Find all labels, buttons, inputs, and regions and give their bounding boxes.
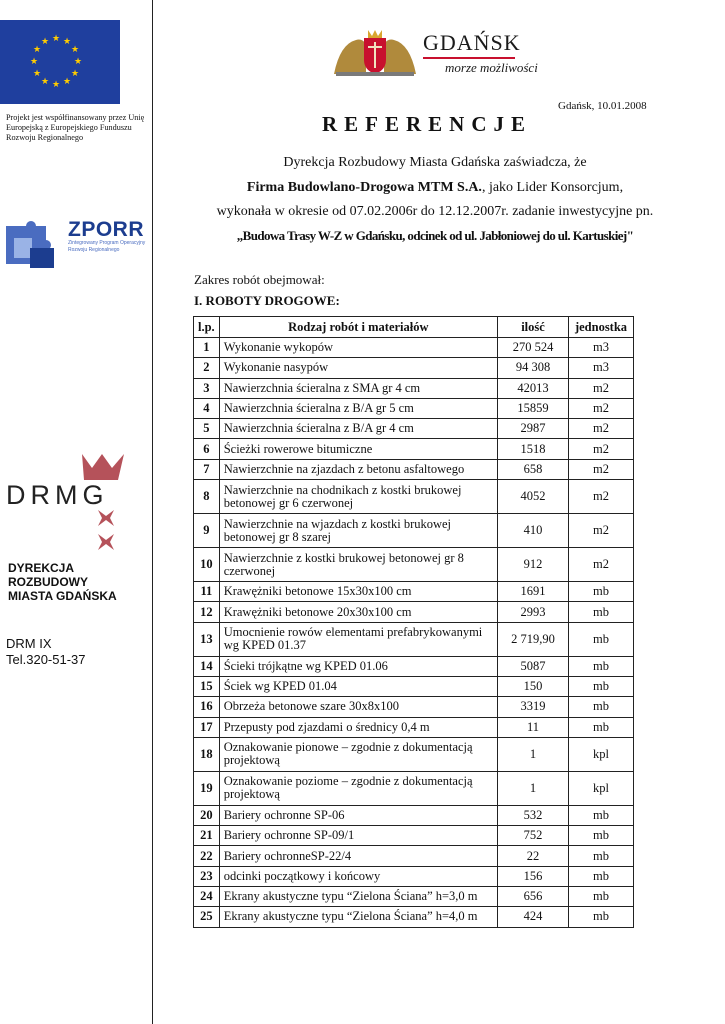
company-line	[170, 180, 700, 196]
row-description: Wykonanie nasypów	[219, 358, 497, 378]
company-role: , jako Lider Konsorcjum,	[481, 180, 624, 195]
svg-text:★: ★	[51, 80, 61, 90]
row-number: 7	[194, 459, 220, 479]
row-description: Obrzeża betonowe szare 30x8x100	[219, 697, 497, 717]
row-number: 9	[194, 514, 220, 548]
institution-line: DYREKCJA	[8, 561, 75, 575]
table-row	[194, 697, 634, 717]
row-description: Nawierzchnie z kostki brukowej betonowej gr 8 czerwonej	[219, 548, 497, 582]
row-number: 12	[194, 602, 220, 622]
table-row	[194, 907, 634, 927]
header-desc: Rodzaj robót i materiałów	[219, 317, 497, 338]
row-unit: mb	[569, 887, 634, 907]
row-number: 16	[194, 697, 220, 717]
scope-label: Zakres robót obejmował:	[194, 272, 325, 287]
svg-text:★: ★	[70, 69, 80, 79]
table-row	[194, 846, 634, 866]
row-unit: mb	[569, 622, 634, 656]
institution-line: ROZBUDOWY	[8, 575, 88, 589]
row-unit: mb	[569, 826, 634, 846]
svg-text:★: ★	[62, 77, 72, 87]
row-quantity: 150	[498, 676, 569, 696]
contact-line: DRM IX	[6, 636, 52, 651]
table-row	[194, 480, 634, 514]
row-unit: m2	[569, 419, 634, 439]
row-number: 22	[194, 846, 220, 866]
row-unit: mb	[569, 846, 634, 866]
sidebar	[0, 0, 153, 1024]
table-row	[194, 358, 634, 378]
row-number: 24	[194, 887, 220, 907]
row-quantity: 912	[498, 548, 569, 582]
zporr-logo	[4, 218, 150, 274]
svg-text:★: ★	[51, 34, 61, 44]
row-unit: mb	[569, 866, 634, 886]
row-number: 23	[194, 866, 220, 886]
table-row	[194, 459, 634, 479]
table-header-row	[194, 317, 634, 338]
row-quantity: 11	[498, 717, 569, 737]
row-unit: m2	[569, 514, 634, 548]
row-number: 21	[194, 826, 220, 846]
row-quantity: 4052	[498, 480, 569, 514]
row-quantity: 270 524	[498, 338, 569, 358]
row-quantity: 752	[498, 826, 569, 846]
row-number: 25	[194, 907, 220, 927]
row-description: Krawężniki betonowe 20x30x100 cm	[219, 602, 497, 622]
row-number: 15	[194, 676, 220, 696]
row-number: 8	[194, 480, 220, 514]
slogan-underline	[423, 57, 515, 59]
table-row	[194, 622, 634, 656]
zporr-subtitle: Zintegrowany Program Operacyjny Rozwoju Regionalnego	[68, 240, 146, 253]
row-unit: kpl	[569, 737, 634, 771]
row-unit: mb	[569, 676, 634, 696]
puzzle-icon	[4, 218, 60, 274]
svg-text:★: ★	[73, 57, 83, 67]
row-number: 18	[194, 737, 220, 771]
row-unit: mb	[569, 582, 634, 602]
drmg-logo-text: DRMG	[6, 480, 109, 510]
row-description: Oznakowanie poziome – zgodnie z dokumentacją projektową	[219, 771, 497, 805]
row-quantity: 2987	[498, 419, 569, 439]
row-quantity: 424	[498, 907, 569, 927]
row-description: Ekrany akustyczne typu “Zielona Ściana” h=4,0 m	[219, 907, 497, 927]
row-unit: mb	[569, 656, 634, 676]
row-unit: mb	[569, 602, 634, 622]
works-table	[193, 316, 634, 928]
svg-text:★: ★	[29, 57, 39, 67]
period-line: wykonała w okresie od 07.02.2006r do 12.12.2007r. zadanie inwestycyjne pn.	[216, 204, 654, 219]
table-row	[194, 514, 634, 548]
row-unit: kpl	[569, 771, 634, 805]
row-description: Umocnienie rowów elementami prefabrykowanymi wg KPED 01.37	[219, 622, 497, 656]
project-cofinance-text: Projekt jest współfinansowany przez Unię Europejską z Europejskiego Funduszu Rozwoju Regionalnego	[6, 113, 145, 142]
row-quantity: 2993	[498, 602, 569, 622]
row-number: 20	[194, 805, 220, 825]
document-date: Gdańsk, 10.01.2008	[558, 100, 647, 112]
svg-text:★: ★	[70, 45, 80, 55]
row-description: Przepusty pod zjazdami o średnicy 0,4 m	[219, 717, 497, 737]
row-quantity: 22	[498, 846, 569, 866]
row-description: Nawierzchnia ścieralna z B/A gr 4 cm	[219, 419, 497, 439]
row-unit: m3	[569, 358, 634, 378]
row-quantity: 658	[498, 459, 569, 479]
row-number: 3	[194, 378, 220, 398]
row-description: Ścieżki rowerowe bitumiczne	[219, 439, 497, 459]
row-quantity: 656	[498, 887, 569, 907]
row-unit: mb	[569, 697, 634, 717]
table-row	[194, 419, 634, 439]
table-row	[194, 887, 634, 907]
table-row	[194, 338, 634, 358]
row-number: 13	[194, 622, 220, 656]
row-unit: mb	[569, 717, 634, 737]
row-description: Nawierzchnie na zjazdach z betonu asfaltowego	[219, 459, 497, 479]
table-row	[194, 602, 634, 622]
row-description: Ścieki trójkątne wg KPED 01.06	[219, 656, 497, 676]
table-row	[194, 548, 634, 582]
row-unit: m2	[569, 480, 634, 514]
row-number: 2	[194, 358, 220, 378]
row-description: Krawężniki betonowe 15x30x100 cm	[219, 582, 497, 602]
row-quantity: 15859	[498, 398, 569, 418]
row-number: 19	[194, 771, 220, 805]
row-description: Nawierzchnia ścieralna z SMA gr 4 cm	[219, 378, 497, 398]
row-quantity: 1691	[498, 582, 569, 602]
section-heading: I. ROBOTY DROGOWE:	[194, 293, 340, 308]
document-title: REFERENCJE	[322, 112, 533, 136]
row-description: Nawierzchnie na wjazdach z kostki brukowej betonowej gr 8 szarej	[219, 514, 497, 548]
row-number: 10	[194, 548, 220, 582]
row-quantity: 3319	[498, 697, 569, 717]
row-quantity: 1	[498, 737, 569, 771]
row-description: Ekrany akustyczne typu “Zielona Ściana” h=3,0 m	[219, 887, 497, 907]
row-description: Oznakowanie pionowe – zgodnie z dokumentacją projektową	[219, 737, 497, 771]
svg-text:★: ★	[40, 77, 50, 87]
row-number: 5	[194, 419, 220, 439]
row-quantity: 532	[498, 805, 569, 825]
institution-name	[8, 561, 117, 603]
row-description: Nawierzchnie na chodnikach z kostki brukowej betonowej gr 6 czerwonej	[219, 480, 497, 514]
row-number: 17	[194, 717, 220, 737]
row-number: 11	[194, 582, 220, 602]
row-number: 4	[194, 398, 220, 418]
row-unit: m3	[569, 338, 634, 358]
table-row	[194, 866, 634, 886]
table-row	[194, 656, 634, 676]
project-name: „Budowa Trasy W-Z w Gdańsku, odcinek od ul. Jabłoniowej do ul. Kartuskiej"	[236, 228, 634, 243]
header-lp: l.p.	[194, 317, 220, 338]
row-unit: m2	[569, 378, 634, 398]
row-unit: m2	[569, 548, 634, 582]
row-unit: mb	[569, 907, 634, 927]
company-name: Firma Budowlano-Drogowa MTM S.A.	[246, 180, 482, 195]
row-unit: m2	[569, 439, 634, 459]
table-row	[194, 826, 634, 846]
svg-text:★: ★	[40, 37, 50, 47]
row-description: Bariery ochronne SP-09/1	[219, 826, 497, 846]
table-row	[194, 582, 634, 602]
row-number: 14	[194, 656, 220, 676]
eu-stars-icon	[0, 20, 120, 104]
row-quantity: 156	[498, 866, 569, 886]
row-unit: m2	[569, 459, 634, 479]
table-row	[194, 771, 634, 805]
row-quantity: 94 308	[498, 358, 569, 378]
institution-line: MIASTA GDAŃSKA	[8, 589, 117, 603]
row-quantity: 1	[498, 771, 569, 805]
row-description: odcinki początkowy i końcowy	[219, 866, 497, 886]
lions-shield-icon	[330, 26, 420, 78]
row-unit: m2	[569, 398, 634, 418]
svg-text:★: ★	[32, 45, 42, 55]
contact-line: Tel.320-51-37	[6, 652, 86, 667]
row-description: Bariery ochronne SP-06	[219, 805, 497, 825]
header-qty: ilość	[498, 317, 569, 338]
row-quantity: 5087	[498, 656, 569, 676]
table-row	[194, 398, 634, 418]
row-quantity: 1518	[498, 439, 569, 459]
zporr-title: ZPORR	[68, 218, 144, 241]
row-quantity: 2 719,90	[498, 622, 569, 656]
cross-icon	[98, 510, 114, 550]
table-row	[194, 737, 634, 771]
table-row	[194, 378, 634, 398]
row-description: Ściek wg KPED 01.04	[219, 676, 497, 696]
svg-text:★: ★	[32, 69, 42, 79]
row-unit: mb	[569, 805, 634, 825]
row-quantity: 410	[498, 514, 569, 548]
table-row	[194, 676, 634, 696]
table-row	[194, 717, 634, 737]
row-number: 6	[194, 439, 220, 459]
row-description: Bariery ochronneSP-22/4	[219, 846, 497, 866]
contact-info	[6, 636, 86, 668]
intro-line: Dyrekcja Rozbudowy Miasta Gdańska zaświadcza, że	[283, 155, 587, 170]
city-slogan: morze możliwości	[445, 60, 538, 75]
table-row	[194, 805, 634, 825]
row-description: Nawierzchnia ścieralna z B/A gr 5 cm	[219, 398, 497, 418]
eu-flag-logo	[0, 20, 120, 104]
header-unit: jednostka	[569, 317, 634, 338]
city-name: GDAŃSK	[423, 30, 521, 55]
row-description: Wykonanie wykopów	[219, 338, 497, 358]
row-number: 1	[194, 338, 220, 358]
row-quantity: 42013	[498, 378, 569, 398]
table-row	[194, 439, 634, 459]
svg-text:★: ★	[62, 37, 72, 47]
